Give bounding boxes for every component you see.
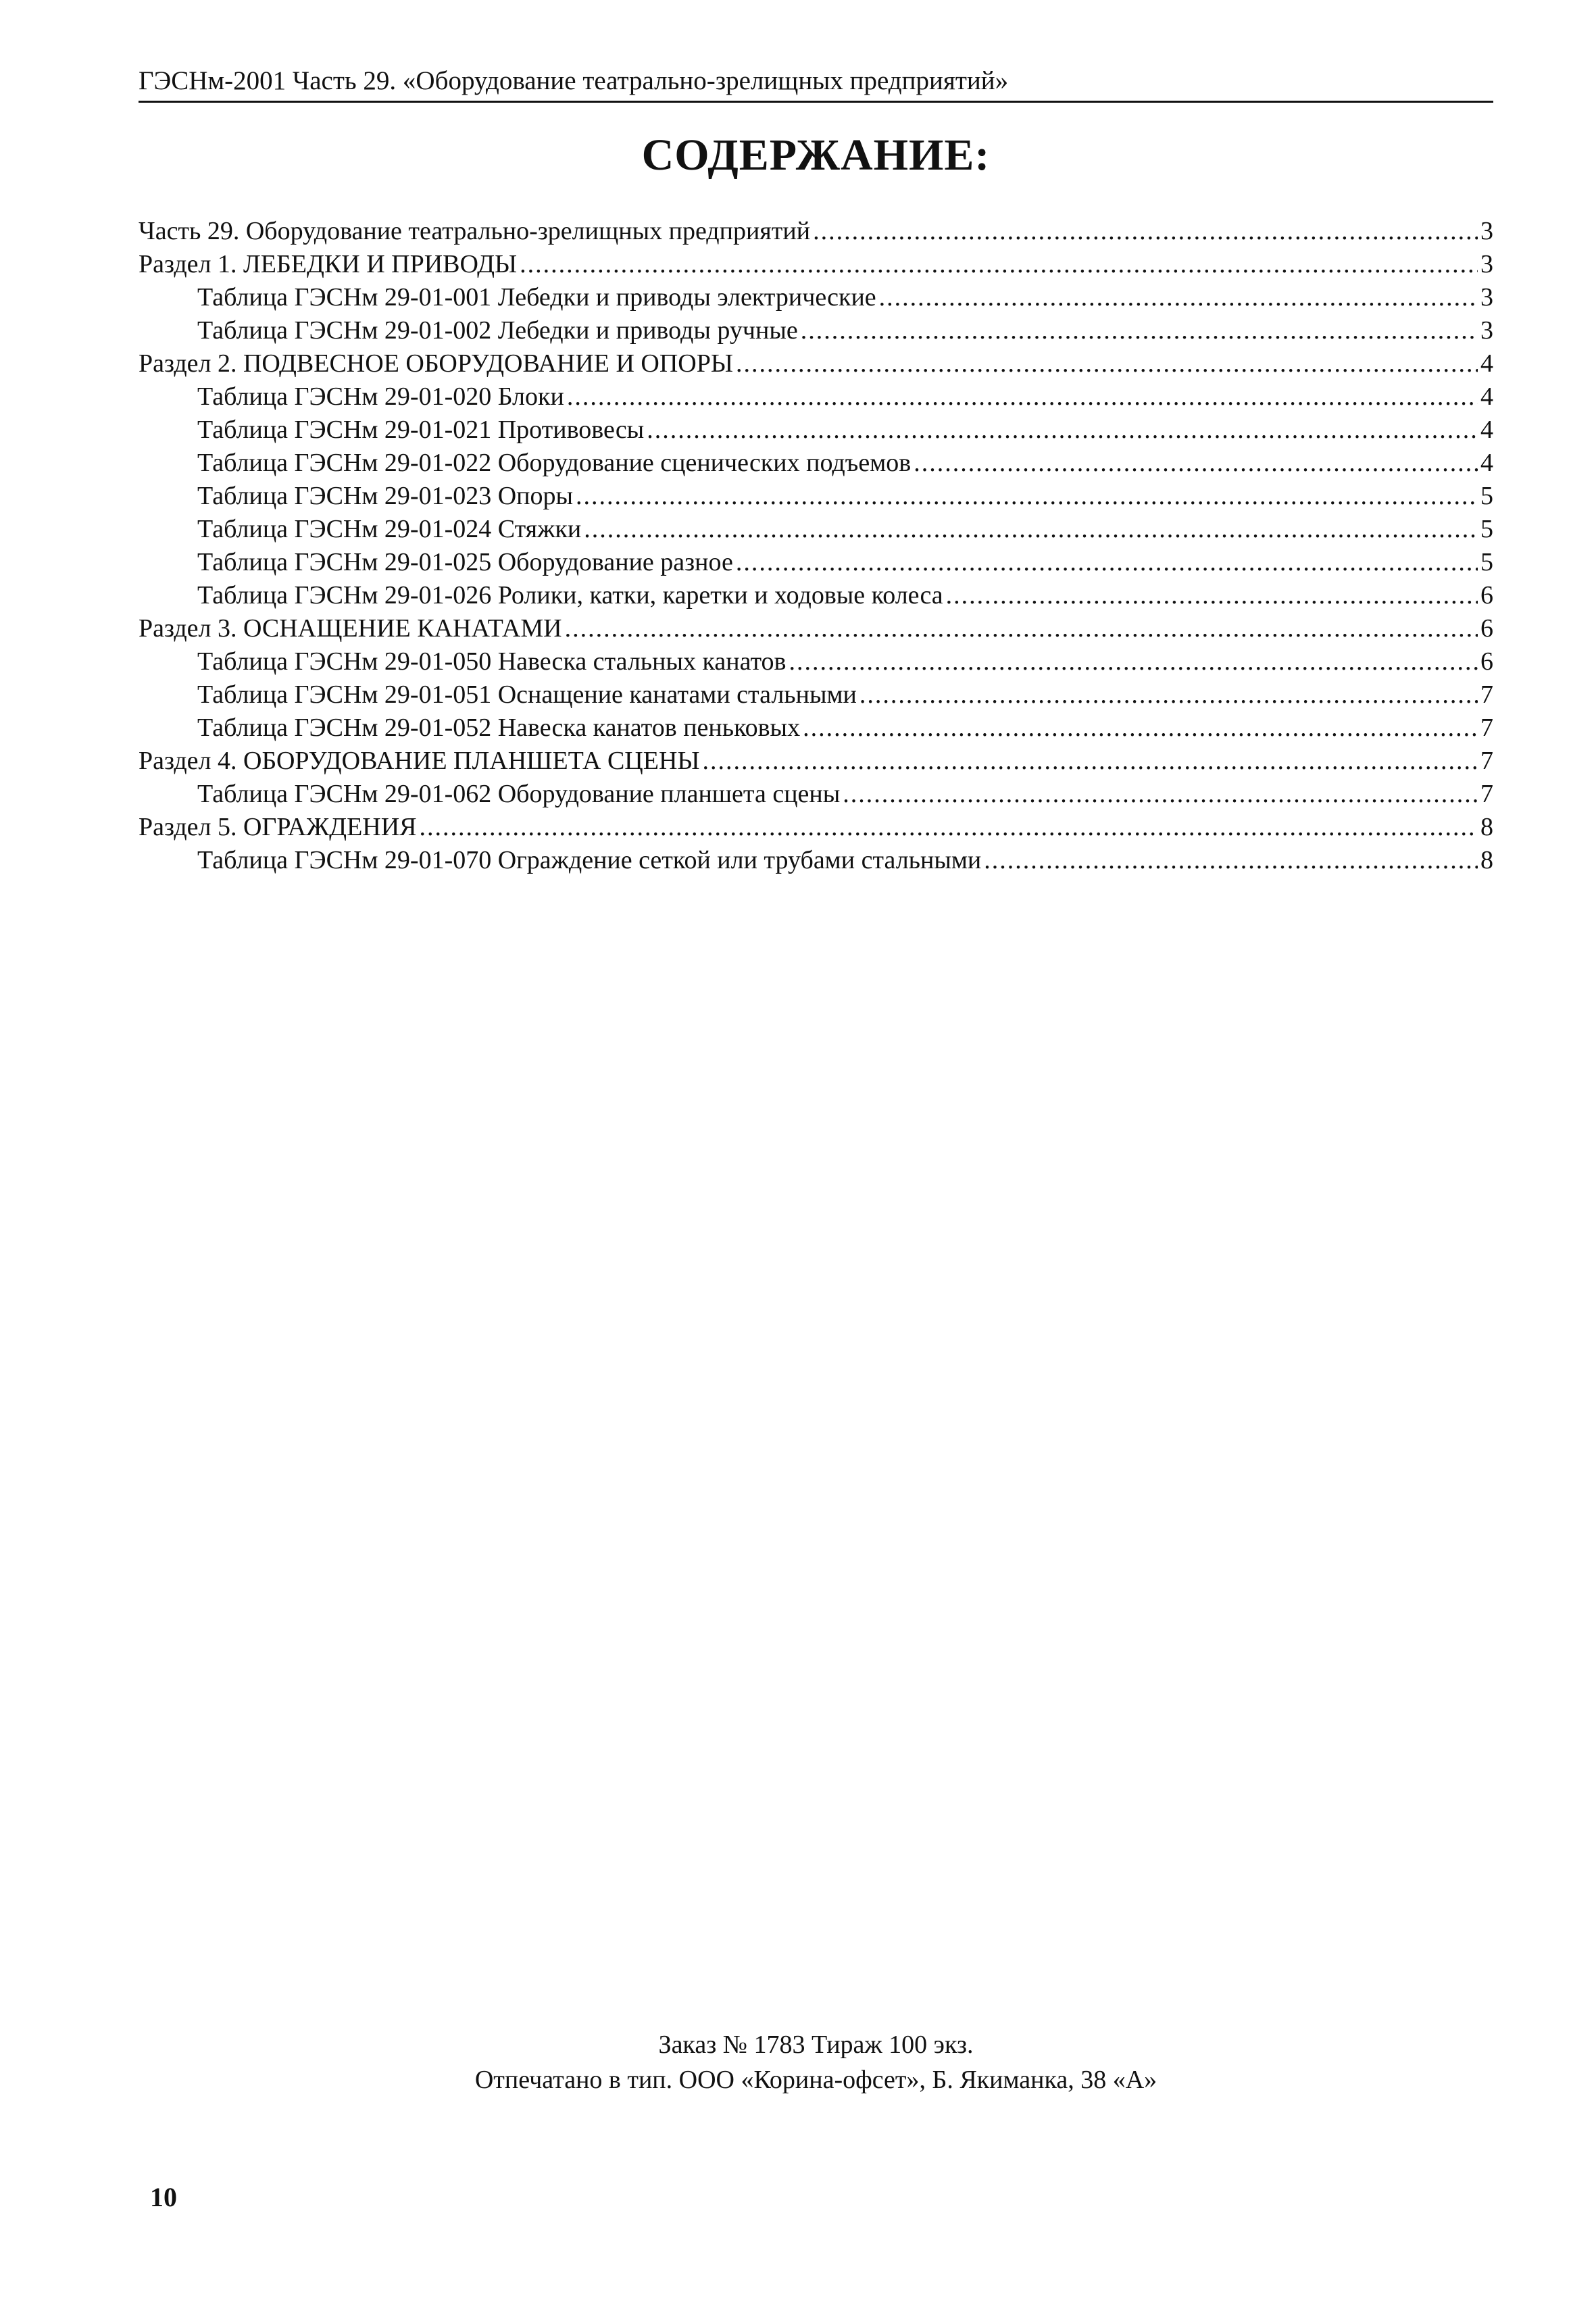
toc-entry-page: 3 — [1480, 217, 1493, 245]
toc-table-entry — [139, 645, 1493, 678]
toc-table-entry — [139, 281, 1493, 314]
toc-dot-leader — [914, 447, 1478, 480]
toc-entry-label: Раздел 4. ОБОРУДОВАНИЕ ПЛАНШЕТА СЦЕНЫ — [139, 747, 700, 775]
toc-entry-label: Таблица ГЭСНм 29-01-023 Опоры — [197, 482, 574, 510]
toc-entry-label: Таблица ГЭСНм 29-01-024 Стяжки — [197, 515, 582, 543]
toc-dot-leader — [567, 380, 1478, 414]
toc-section-entry — [139, 811, 1493, 844]
toc-entry-page: 5 — [1480, 548, 1493, 576]
toc-table-entry — [139, 712, 1493, 745]
toc-entry-label: Таблица ГЭСНм 29-01-022 Оборудование сценических подъемов — [197, 449, 912, 477]
toc-dot-leader — [789, 645, 1478, 678]
toc-section-entry — [139, 248, 1493, 281]
toc-dot-leader — [736, 546, 1478, 579]
page-title: СОДЕРЖАНИЕ: — [641, 130, 991, 180]
toc-dot-leader — [803, 712, 1478, 745]
toc-dot-leader — [576, 480, 1478, 513]
toc-dot-leader — [879, 281, 1478, 314]
toc-entry-label: Таблица ГЭСНм 29-01-062 Оборудование планшета сцены — [197, 780, 841, 808]
toc-entry-page: 3 — [1480, 316, 1493, 345]
toc-dot-leader — [703, 745, 1478, 778]
toc-section-entry — [139, 745, 1493, 778]
toc-entry-page: 6 — [1480, 581, 1493, 609]
toc-entry-label: Часть 29. Оборудование театрально-зрелищных предприятий — [139, 217, 811, 245]
table-of-contents — [139, 215, 1493, 877]
toc-entry-page: 6 — [1480, 614, 1493, 643]
toc-entry-page: 4 — [1480, 416, 1493, 444]
toc-table-entry — [139, 778, 1493, 811]
toc-entry-label: Таблица ГЭСНм 29-01-051 Оснащение канатами стальными — [197, 680, 857, 709]
toc-entry-label: Таблица ГЭСНм 29-01-070 Ограждение сеткой или трубами стальными — [197, 846, 982, 874]
toc-entry-page: 4 — [1480, 349, 1493, 378]
toc-entry-page: 3 — [1480, 250, 1493, 278]
toc-entry-label: Таблица ГЭСНм 29-01-020 Блоки — [197, 382, 564, 411]
toc-table-entry — [139, 380, 1493, 414]
toc-dot-leader — [584, 513, 1478, 546]
toc-entry-page: 7 — [1480, 747, 1493, 775]
toc-table-entry — [139, 678, 1493, 712]
toc-entry-page: 8 — [1480, 813, 1493, 841]
toc-dot-leader — [801, 314, 1478, 347]
toc-dot-leader — [736, 347, 1478, 380]
toc-entry-label: Таблица ГЭСНм 29-01-025 Оборудование разное — [197, 548, 733, 576]
running-header — [139, 64, 1493, 103]
toc-dot-leader — [859, 678, 1478, 712]
toc-table-entry — [139, 480, 1493, 513]
toc-section-entry — [139, 347, 1493, 380]
toc-entry-label: Таблица ГЭСНм 29-01-002 Лебедки и приводы ручные — [197, 316, 798, 345]
toc-dot-leader — [520, 248, 1478, 281]
toc-entry-label: Таблица ГЭСНм 29-01-026 Ролики, катки, каретки и ходовые колеса — [197, 581, 943, 609]
toc-entry-page: 7 — [1480, 680, 1493, 709]
toc-table-entry — [139, 844, 1493, 877]
toc-entry-label: Раздел 5. ОГРАЖДЕНИЯ — [139, 813, 417, 841]
imprint-order-line: Заказ № 1783 Тираж 100 экз. — [658, 2031, 974, 2059]
toc-entry-page: 5 — [1480, 515, 1493, 543]
toc-table-entry — [139, 579, 1493, 612]
toc-entry-page: 6 — [1480, 647, 1493, 676]
toc-dot-leader — [984, 844, 1478, 877]
running-header-text: ГЭСНм-2001 Часть 29. «Оборудование театрально-зрелищных предприятий» — [139, 66, 1009, 95]
toc-entry-page: 7 — [1480, 780, 1493, 808]
toc-section-entry — [139, 612, 1493, 645]
toc-table-entry — [139, 414, 1493, 447]
imprint — [139, 2027, 1493, 2097]
toc-dot-leader — [565, 612, 1478, 645]
toc-dot-leader — [647, 414, 1478, 447]
toc-table-entry — [139, 513, 1493, 546]
toc-entry-label: Раздел 2. ПОДВЕСНОЕ ОБОРУДОВАНИЕ И ОПОРЫ — [139, 349, 733, 378]
toc-entry-label: Таблица ГЭСНм 29-01-001 Лебедки и приводы электрические — [197, 283, 876, 312]
toc-dot-leader — [843, 778, 1478, 811]
toc-entry-page: 7 — [1480, 714, 1493, 742]
toc-entry-label: Раздел 3. ОСНАЩЕНИЕ КАНАТАМИ — [139, 614, 562, 643]
toc-entry-page: 3 — [1480, 283, 1493, 312]
toc-entry-page: 4 — [1480, 382, 1493, 411]
toc-dot-leader — [420, 811, 1478, 844]
toc-entry-label: Раздел 1. ЛЕБЕДКИ И ПРИВОДЫ — [139, 250, 518, 278]
toc-entry-label: Таблица ГЭСНм 29-01-052 Навеска канатов пеньковых — [197, 714, 801, 742]
toc-dot-leader — [946, 579, 1478, 612]
toc-entry-page: 4 — [1480, 449, 1493, 477]
toc-entry-page: 8 — [1480, 846, 1493, 874]
page-number: 10 — [150, 2182, 177, 2212]
toc-dot-leader — [813, 215, 1478, 248]
toc-entry-page: 5 — [1480, 482, 1493, 510]
toc-section-entry — [139, 215, 1493, 248]
toc-table-entry — [139, 546, 1493, 579]
toc-entry-label: Таблица ГЭСНм 29-01-050 Навеска стальных канатов — [197, 647, 787, 676]
toc-table-entry — [139, 314, 1493, 347]
toc-entry-label: Таблица ГЭСНм 29-01-021 Противовесы — [197, 416, 645, 444]
toc-table-entry — [139, 447, 1493, 480]
imprint-printer-line: Отпечатано в тип. ООО «Корина-офсет», Б. Якиманка, 38 «А» — [474, 2066, 1157, 2094]
